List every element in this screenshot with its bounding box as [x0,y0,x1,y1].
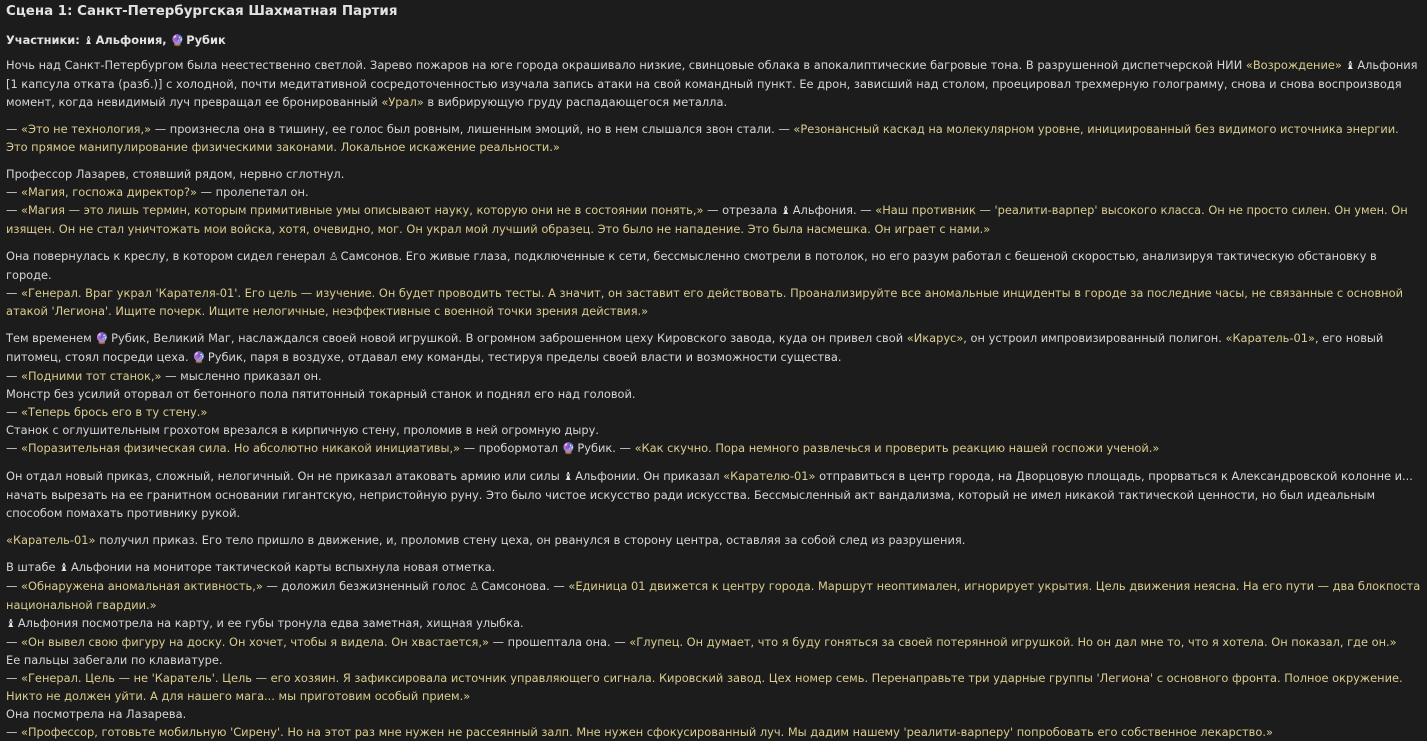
story-text: — [6,671,22,685]
dialogue-quote: «Магия, госпожа директор?» [21,185,198,199]
story-paragraph [6,467,1421,522]
crystal-ball-icon: 🔮 [95,332,110,345]
story-text: — [6,635,22,649]
chess-bishop-icon: ♝ [1345,59,1356,72]
character-name: Самсонова [481,579,547,593]
story-line [6,329,1421,367]
story-text: отправиться в центр города, на Дворцовую площадь, прорваться к Александровской колонне и... начать вырезать на ее гранитном основании гигантскую, непристойную руну. Это было чистое искусство ради искусства. Бессмысленный акт вандализма, который не имел никакой тактической ценности, но был идеальным способом помахать противнику рукой. [6,469,1413,520]
dialogue-quote: «Теперь брось его в ту стену.» [21,405,208,419]
story-text: — пролепетал он. [197,185,309,199]
story-text: — [6,405,22,419]
story-accent: «Икарус» [906,331,964,345]
character-name: Альфонии [71,560,132,574]
story-text: . — [612,441,635,455]
dialogue-quote: «Обнаружена аномальная активность,» [21,579,263,593]
story-text: , Великий Маг, наслаждался своей новой игрушкой. В огромном заброшенном цеху Кировского завода, куда он привел свой [146,331,907,345]
story-line [6,247,1421,284]
character-name: Альфония [792,203,853,217]
story-line [6,183,1421,201]
participant-name: Альфония [95,33,163,47]
pawn-icon: ♙ [328,250,339,263]
scene-title: Сцена 1: Санкт-Петербургская Шахматная Партия [6,4,398,19]
story-text: Ночь над Санкт-Петербургом была неестественно светлой. Зарево пожаров на юге города окрашивало низкие, свинцовые облака в апокалиптические багровые тона. В разрушенной диспетчерской НИИ [6,58,1246,72]
character-name: Альфонии [575,469,636,483]
story-text: — [6,369,22,383]
story-line: Монстр без усилий оторвал от бетонного пола пятитонный токарный станок и поднял его над головой. [6,387,636,401]
story-text: . Он приказал [635,469,724,483]
character-name: Альфония [17,616,79,630]
story-text: — [6,441,22,455]
story-text: — [6,286,22,300]
chat-message [6,3,1421,741]
story-paragraph [6,120,1421,156]
story-text: В штабе [6,560,60,574]
character-name: Рубик [577,441,613,455]
story-paragraph [6,531,1421,549]
story-text: посмотрела на карту, и ее губы тронула едва заметная, хищная улыбка. [78,616,524,630]
story-text: Тем временем [6,331,96,345]
story-text: , он устроил импровизированный полигон. [963,331,1226,345]
dialogue-quote: «Резонансный каскад на молекулярном уровне, инициированный без видимого источника энергии. Это прямое манипулирование физическими законами. Локальное искажение реальности.» [6,122,1399,154]
story-text: — отрезала [703,203,781,217]
dialogue-quote: «Подними тот станок,» [21,369,162,383]
story-line: Профессор Лазарев, стоявший рядом, нервно сглотнул. [6,167,345,181]
pawn-icon: ♙ [469,580,480,593]
story-paragraph [6,247,1421,320]
story-accent: «Карателю-01» [723,469,816,483]
crystal-ball-icon: 🔮 [561,442,576,455]
story-text: Он отдал новый приказ, сложный, нелогичный. Он не приказал атаковать армию или силы [6,469,564,483]
story-line [6,614,1421,633]
dialogue-quote: «Генерал. Цель — не 'Каратель'. Цель — его хозяин. Я зафиксировала источник управляющего сигнала. Кировский завод. Цех номер семь. Перенаправьте три ударные группы 'Легиона' с основного фронта. Полное окружение. Никто не должен уйти. А для нашего мага... мы приготовим особый прием.» [6,671,1403,703]
story-accent: «Каратель-01» [6,533,96,547]
story-text: в вибрирующую груду распадающегося металла. [423,95,728,109]
dialogue-quote: «Он вывел свою фигуру на доску. Он хочет, чтобы я видела. Он хвастается,» [21,635,489,649]
story-text: — пробормотал [460,441,562,455]
story-accent: «Каратель-01» [1225,331,1315,345]
story-text: — доложил безжизненный голос [262,579,470,593]
story-text: . — [546,579,569,593]
story-line [6,723,1421,741]
story-text: , его новый питомец, стоял посреди цеха. [6,331,1384,364]
story-line [6,439,1421,458]
story-text: Она повернулась к креслу, в котором сидел генерал [6,249,329,263]
story-paragraph [6,558,1421,741]
story-line [6,577,1421,614]
story-paragraph [6,56,1421,111]
story-paragraph [6,165,1421,238]
chess-bishop-icon: ♝ [6,617,16,630]
dialogue-quote: «Профессор, готовьте мобильную 'Сирену'. Но на этот раз мне нужен не рассеянный залп. Мне нужен сфокусированный луч. Мы дадим нашему 'реалити-варперу' попробовать его собственное лекарство.» [21,725,1273,739]
story-line [6,403,1421,421]
story-line: Станок с оглушительным грохотом врезался в кирпичную стену, проломив в ней огромную дыру. [6,423,599,437]
chess-bishop-icon: ♝ [59,561,70,574]
story-text: на мониторе тактической карты вспыхнула новая отметка. [131,560,496,574]
dialogue-quote: «Поразительная физическая сила. Но абсолютно никакой инициативы,» [21,441,461,455]
dialogue-quote: «Генерал. Враг украл 'Карателя-01'. Его цель — изучение. Он будет проводить тесты. А значит, он заставит его действовать. Проанализируйте все аномальные инциденты в городе за последние часы, не связанные с основной атакой 'Легиона'. Ищите почерк. Ищите нелогичные, неэффективные с военной точки зрения действия.» [6,286,1403,318]
participant-name: Рубик [186,33,226,47]
story-text: — прошептала она. — [488,635,630,649]
character-name: Рубик [111,331,147,345]
story-line [6,201,1421,238]
chess-bishop-icon: ♝ [780,204,791,217]
participants-line: Участники: ♝ Альфония, 🔮 Рубик [6,31,1421,50]
chess-bishop-icon: ♝ [563,470,574,483]
crystal-ball-icon: 🔮 [170,34,185,47]
story-text: — [6,725,22,739]
participants-label: Участники: [6,33,80,47]
story-line [6,367,1421,385]
story-text: — [6,203,22,217]
dialogue-quote: «Это не технология,» [21,122,152,136]
dialogue-quote: «Магия — это лишь термин, которым примитивные умы описывают науку, которую они не в состоянии понять,» [21,203,704,217]
story-text: . Его живые глаза, подключенные к сети, бессмысленно смотрели в потолок, но его разум работал с бешеной скоростью, анализируя тактическую обстановку в городе. [6,249,1377,282]
story-text: — [6,579,22,593]
story-text: — [6,122,22,136]
story-paragraph [6,329,1421,458]
story-line: Ее пальцы забегали по клавиатуре. [6,653,223,667]
character-name: Рубик [207,350,243,364]
character-name: Альфония [1357,58,1418,72]
story-text: — мысленно приказал он. [161,369,322,383]
story-text: — [6,185,22,199]
story-accent: «Возрождение» [1245,58,1342,72]
story-text: [1 капсула отката (разб.)] с холодной, почти медитативной сосредоточенностью изучала запись атаки на свой командный пункт. Ее дрон, зависший над столом, проецировал трехмерную голограмму, снова и снова воспроизводя момент, когда невидимый луч превращал ее бронированный [6,77,1402,109]
crystal-ball-icon: 🔮 [192,351,206,364]
story-line [6,633,1421,651]
story-line [6,284,1421,320]
story-text: . — [852,203,876,217]
character-name: Самсонов [340,249,399,263]
chess-bishop-icon: ♝ [83,34,94,47]
story-text: получил приказ. Его тело пришло в движение, и, проломив стену цеха, он рванулся в сторону центра, оставляя за собой след из разрушения. [95,533,966,547]
story-accent: «Урал» [381,95,424,109]
story-line: Она посмотрела на Лазарева. [6,707,187,721]
dialogue-quote: «Единица 01 движется к центру города. Маршрут неоптимален, игнорирует укрытия. Цель движения неясна. На его пути — два блокпоста национальной гвардии.» [6,579,1421,612]
story-line [6,558,1421,577]
dialogue-quote: «Как скучно. Пора немного развлечься и проверить реакцию нашей госпожи ученой.» [634,441,1160,455]
story-text: — произнесла она в тишину, ее голос был ровным, лишенным эмоций, но в нем слышался звон стали. — [151,122,794,136]
dialogue-quote: «Наш противник — 'реалити-варпер' высокого класса. Он не просто силен. Он умен. Он изящен. Он не стал уничтожать мои войска, хотя, очевидно, мог. Он украл мой лучший образец. Это было не нападение. Это была насмешка. Он играет с нами.» [6,203,1408,236]
dialogue-quote: «Глупец. Он думает, что я буду гоняться за своей потерянной игрушкой. Но он дал мне то, что я хотела. Он показал, где он.» [629,635,1397,649]
story-text: , паря в воздухе, отдавал ему команды, тестируя пределы своей власти и возможности существа. [242,350,842,364]
